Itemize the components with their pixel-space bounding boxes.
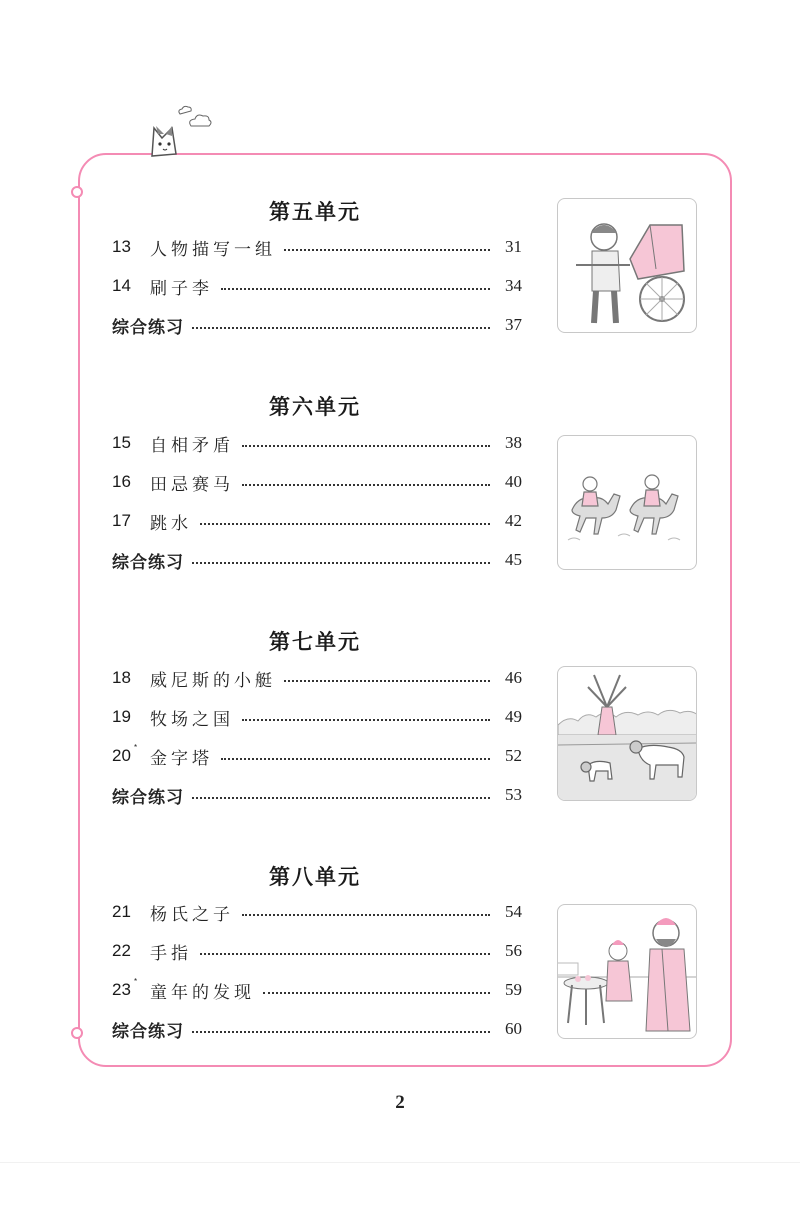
- toc-row[interactable]: [112, 313, 522, 337]
- lesson-number: 19: [112, 707, 131, 726]
- dot-leader: [242, 445, 490, 447]
- lesson-number-value: 23: [112, 980, 131, 999]
- horse-race-illustration: [558, 436, 697, 570]
- lesson-number: 15: [112, 433, 131, 452]
- lesson-number: 17: [112, 511, 131, 530]
- dot-leader: [242, 484, 490, 486]
- windmill-cows-illustration: [558, 667, 697, 801]
- unit-title: 第五单元: [269, 200, 361, 224]
- toc-row[interactable]: [112, 509, 522, 533]
- dot-leader: [284, 249, 490, 251]
- dot-leader: [192, 797, 490, 799]
- toc-row[interactable]: [112, 939, 522, 963]
- lesson-title: 综合练习: [112, 1021, 184, 1042]
- toc-row[interactable]: [112, 900, 522, 924]
- dot-leader: [192, 1031, 490, 1033]
- cat-mascot-icon: [146, 104, 226, 164]
- lesson-title: 童年的发现: [150, 982, 255, 1003]
- page-ref: 49: [505, 707, 522, 726]
- dot-leader: [200, 953, 490, 955]
- page-edge-divider: [0, 1162, 800, 1163]
- frame-knob-top: [71, 186, 83, 198]
- toc-row[interactable]: [112, 235, 522, 259]
- page-number: 2: [395, 1092, 405, 1113]
- toc-row[interactable]: [112, 705, 522, 729]
- page-ref: 37: [505, 315, 522, 334]
- toc-row[interactable]: [112, 783, 522, 807]
- rickshaw-illustration: [558, 199, 697, 333]
- lesson-number: 18: [112, 668, 131, 687]
- lesson-title: 手指: [150, 943, 192, 964]
- page-ref: 34: [505, 276, 522, 295]
- frame-knob-bottom: [71, 1027, 83, 1039]
- page-ref: 40: [505, 472, 522, 491]
- toc-row[interactable]: [112, 1017, 522, 1041]
- lesson-number: 21: [112, 902, 131, 921]
- lesson-number: [112, 743, 150, 766]
- illustration-rickshaw: [557, 198, 697, 333]
- lesson-title: 杨氏之子: [150, 904, 234, 925]
- lesson-number: 22: [112, 941, 131, 960]
- illustration-teacher-child: [557, 904, 697, 1039]
- lesson-number: [112, 977, 150, 1000]
- toc-row[interactable]: [112, 548, 522, 572]
- teacher-child-illustration: [558, 905, 697, 1039]
- lesson-title: 刷子李: [150, 278, 213, 299]
- dot-leader: [221, 758, 490, 760]
- illustration-horse-race: [557, 435, 697, 570]
- page-ref: 53: [505, 785, 522, 804]
- lesson-title: 跳水: [150, 513, 192, 534]
- lesson-title: 自相矛盾: [150, 435, 234, 456]
- dot-leader: [242, 719, 490, 721]
- optional-lesson-mark: *: [134, 977, 138, 986]
- page-ref: 31: [505, 237, 522, 256]
- page-ref: 45: [505, 550, 522, 569]
- lesson-title: 综合练习: [112, 552, 184, 573]
- lesson-number: 14: [112, 276, 131, 295]
- lesson-title: 人物描写一组: [150, 239, 276, 260]
- dot-leader: [192, 327, 490, 329]
- unit-title: 第六单元: [269, 395, 361, 419]
- dot-leader: [263, 992, 490, 994]
- lesson-title: 田忌赛马: [150, 474, 234, 495]
- lesson-title: 威尼斯的小艇: [150, 670, 276, 691]
- toc-row[interactable]: [112, 470, 522, 494]
- page-ref: 38: [505, 433, 522, 452]
- toc-row[interactable]: [112, 744, 522, 768]
- dot-leader: [242, 914, 490, 916]
- lesson-number: 16: [112, 472, 131, 491]
- lesson-title: 综合练习: [112, 787, 184, 808]
- illustration-windmill: [557, 666, 697, 801]
- toc-row[interactable]: [112, 978, 522, 1002]
- optional-lesson-mark: *: [134, 743, 138, 752]
- dot-leader: [284, 680, 490, 682]
- dot-leader: [192, 562, 490, 564]
- toc-row[interactable]: [112, 274, 522, 298]
- toc-row[interactable]: [112, 431, 522, 455]
- page-ref: 56: [505, 941, 522, 960]
- lesson-title: 金字塔: [150, 748, 213, 769]
- lesson-title: 牧场之国: [150, 709, 234, 730]
- page-ref: 42: [505, 511, 522, 530]
- page-ref: 59: [505, 980, 522, 999]
- lesson-number-value: 20: [112, 746, 131, 765]
- unit-title: 第七单元: [269, 630, 361, 654]
- page-ref: 52: [505, 746, 522, 765]
- page-ref: 46: [505, 668, 522, 687]
- lesson-number: 13: [112, 237, 131, 256]
- page-ref: 60: [505, 1019, 522, 1038]
- dot-leader: [221, 288, 490, 290]
- unit-title: 第八单元: [269, 865, 361, 889]
- dot-leader: [200, 523, 490, 525]
- page-ref: 54: [505, 902, 522, 921]
- toc-row[interactable]: [112, 666, 522, 690]
- lesson-title: 综合练习: [112, 317, 184, 338]
